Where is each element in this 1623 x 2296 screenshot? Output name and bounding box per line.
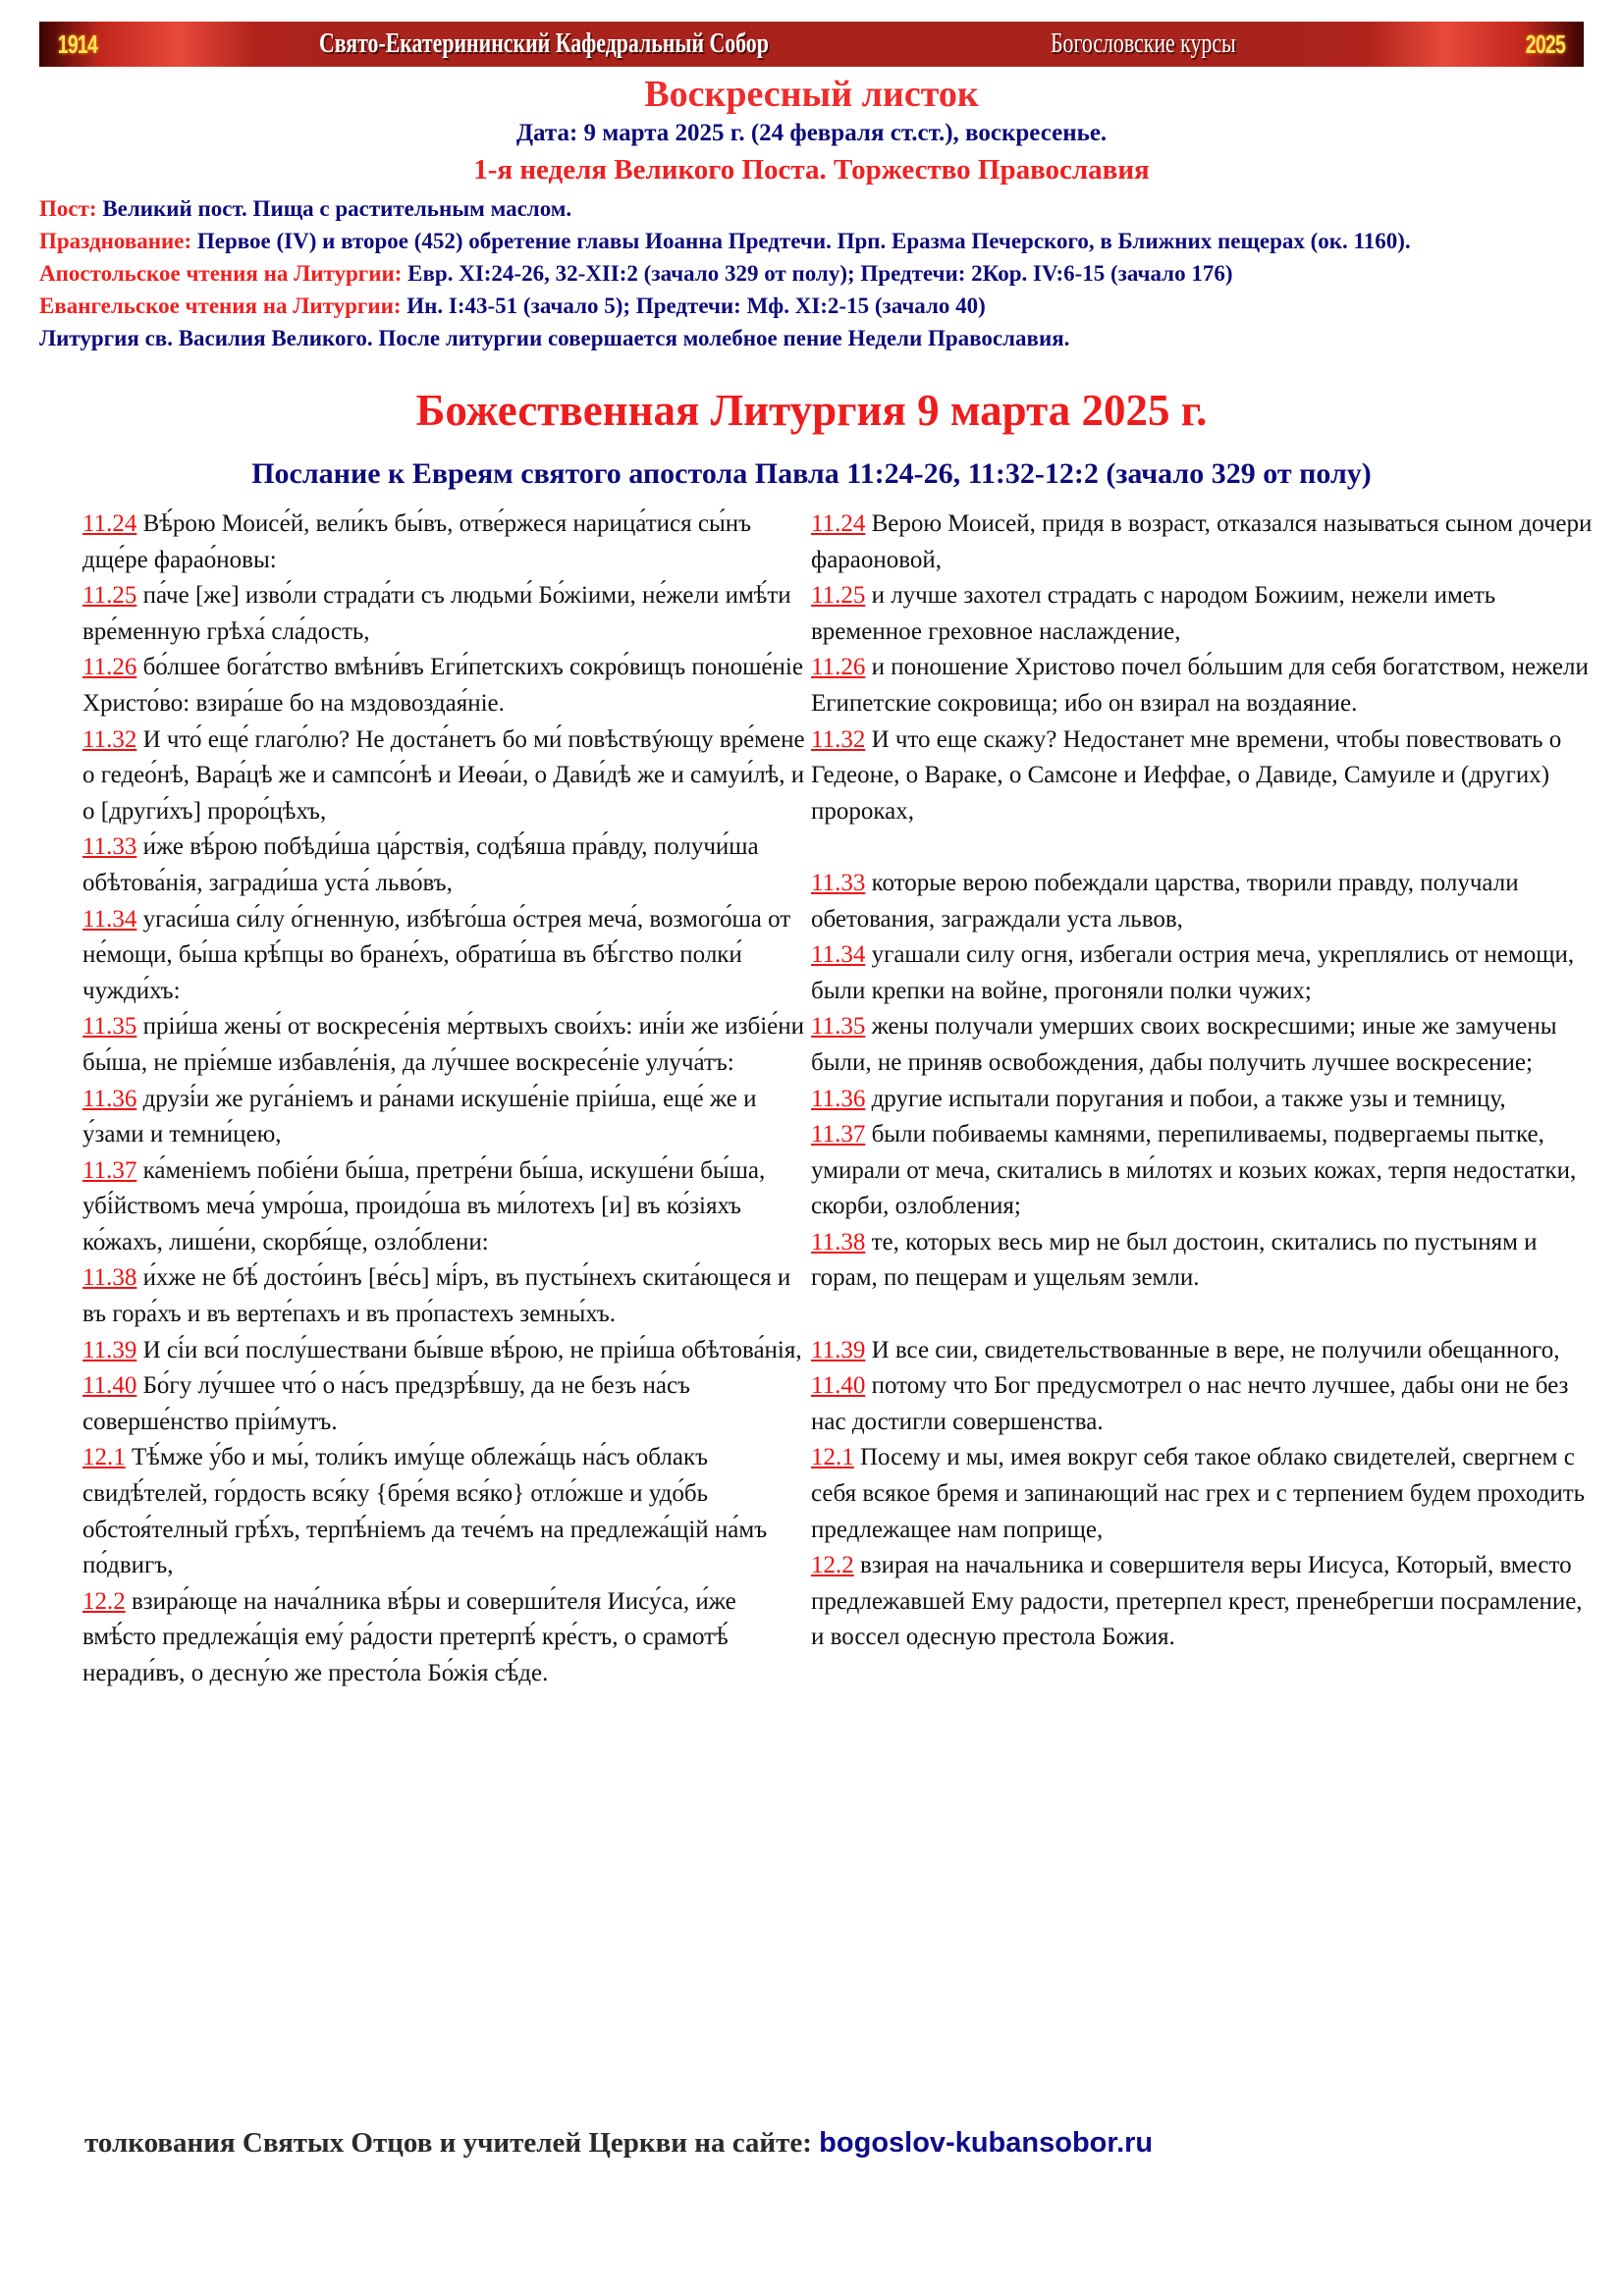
- cathedral-title: Свято-Екатерининский Кафедральный Собор: [319, 28, 769, 59]
- apostle-line: [39, 257, 1591, 290]
- verse-text: друзі́и же руга́ніемъ и ра́нами искуше́ніе пріи́ша, еще́ же и у́зами и темни́цею,: [82, 1085, 757, 1148]
- page-title: Воскресный листок: [644, 74, 979, 115]
- verse-ref-link[interactable]: 12.1: [811, 1444, 854, 1471]
- verse-text: Посему и мы, имея вокруг себя такое облако свидетелей, свергнем с себя всякое бремя и запинающий нас грех и с терпением будем проходить предлежащее нам поприще,: [811, 1444, 1586, 1543]
- verse: [82, 1584, 809, 1692]
- verse: [811, 1009, 1596, 1081]
- verse: [82, 1260, 809, 1332]
- verse-ref-link[interactable]: 11.26: [811, 654, 866, 681]
- verse-ref-link[interactable]: 11.33: [82, 833, 137, 861]
- week-title: 1-я неделя Великого Поста. Торжество Православия: [473, 154, 1150, 186]
- verse-text: были побиваемы камнями, перепиливаемы, подвергаемы пытке, умирали от меча, скитались в ми́лотях и козьих кожах, терпя недостатки, скорби, озлобления;: [811, 1121, 1577, 1220]
- verse-text: па́че [же] изво́ли страда́ти съ людьми́ Бо́жіими, не́жели имѣ́ти вре́менную грѣха́ сла́дость,: [82, 582, 791, 645]
- gospel-line: [39, 290, 1591, 322]
- verse: [811, 866, 1596, 937]
- spacer: [811, 1297, 1596, 1333]
- courses-title: Богословские курсы: [1051, 28, 1236, 59]
- verse-ref-link[interactable]: 11.25: [811, 582, 866, 610]
- liturgy-note: Литургия св. Василия Великого. После литургии совершается молебное пение Недели Православия.: [39, 326, 1070, 350]
- verse-text: Верою Моисей, придя в возраст, отказался называться сыном дочери фараоновой,: [811, 510, 1593, 573]
- verse-ref-link[interactable]: 11.25: [82, 582, 137, 610]
- verse-text: и́хже не бѣ́ досто́инъ [ве́сь] мі́ръ, въ пусты́нехъ скита́ющеся и въ гора́хъ и въ верте́пахъ и въ про́пастехъ земны́хъ.: [82, 1264, 791, 1328]
- verse: [811, 1548, 1596, 1656]
- apostle-label: Апостольское чтения на Литургии:: [39, 261, 403, 286]
- verse-ref-link[interactable]: 11.38: [811, 1228, 866, 1255]
- feast-label: Празднование:: [39, 229, 192, 253]
- year-left: 1914: [57, 28, 98, 59]
- verse-text: потому что Бог предусмотрел о нас нечто лучшее, дабы они не без нас достигли совершенства.: [811, 1372, 1569, 1435]
- verse: [82, 650, 809, 721]
- verse-text: которые верою побеждали царства, творили правду, получали обетования, заграждали уста львов,: [811, 869, 1519, 933]
- verse-text: другие испытали поругания и побои, а также узы и темницу,: [871, 1085, 1506, 1112]
- liturgy-title: Божественная Литургия 9 марта 2025 г.: [415, 386, 1208, 435]
- verse-ref-link[interactable]: 11.39: [811, 1336, 866, 1363]
- verse: [82, 578, 809, 650]
- verse: [811, 1117, 1596, 1225]
- verse-ref-link[interactable]: 11.39: [82, 1336, 137, 1363]
- verse: [811, 1440, 1596, 1548]
- feast-text: Первое (IV) и второе (452) обретение главы Иоанна Предтечи. Прп. Еразма Печерского, в Ближних пещерах (ок. 1160).: [196, 229, 1411, 253]
- verse: [811, 1082, 1596, 1118]
- fast-label: Пост:: [39, 196, 97, 221]
- year-right: 2025: [1525, 28, 1566, 59]
- verse-text: И все сии, свидетельствованные в вере, не получили обещанного,: [871, 1336, 1560, 1363]
- verse-text: те, которых весь мир не был достоин, скитались по пустыням и горам, по пещерам и ущельям земли.: [811, 1228, 1538, 1292]
- verse-ref-link[interactable]: 11.26: [82, 654, 137, 681]
- verse: [82, 1082, 809, 1153]
- verse-ref-link[interactable]: 12.2: [811, 1552, 854, 1579]
- russian-column: [811, 507, 1596, 1656]
- verse-text: ка́меніемъ побіе́ни бы́ша, претре́ни бы́ша, искуше́ни бы́ша, убі́йствомъ меча́ умро́ша, проидо́ша въ ми́лотехъ [и] въ ко́зіяхъ ко́жахъ, лише́ни, скорбя́ще, озло́блени:: [82, 1156, 766, 1255]
- verse-text: взирая на начальника и совершителя веры Иисуса, Который, вместо предлежавшей Ему радости, претерпел крест, пренебрегши посрамление, и воссел одесную престола Божия.: [811, 1552, 1583, 1651]
- fast-line: [39, 192, 1591, 225]
- verse-text: и лучше захотел страдать с народом Божиим, нежели иметь временное греховное наслаждение,: [811, 582, 1496, 645]
- gospel-label: Евангельское чтения на Литургии:: [39, 294, 402, 318]
- verse-ref-link[interactable]: 11.35: [82, 1013, 137, 1041]
- gospel-text: Ин. I:43-51 (зачало 5); Предтечи: Мф. XI:2-15 (зачало 40): [406, 294, 986, 318]
- website-link[interactable]: bogoslov-kubansobor.ru: [819, 2127, 1154, 2159]
- verse-text: взира́юще на нача́лника вѣ́ры и соверши́теля Иису́са, и́же вмѣ́сто предлежа́щія ему́ ра́дости претерпѣ́ кре́стъ, о срамотѣ́ неради́въ, о десну́ю же престо́ла Бо́жія сѣ́де.: [82, 1587, 736, 1686]
- verse: [82, 1440, 809, 1583]
- verse: [82, 1009, 809, 1081]
- verse: [82, 722, 809, 830]
- verse: [82, 1368, 809, 1440]
- verse-ref-link[interactable]: 11.32: [811, 725, 866, 753]
- epistle-title: Послание к Евреям святого апостола Павла 11:24-26, 11:32-12:2 (зачало 329 от полу): [251, 457, 1372, 490]
- verse: [811, 650, 1596, 721]
- verse-ref-link[interactable]: 11.34: [82, 905, 137, 933]
- verse-text: пріи́ша жены́ от воскресе́нія ме́ртвыхъ свои́хъ: ині́и же избіе́ни бы́ша, не пріе́мше избавле́нія, да лу́чшее воскресе́ніе улуча́тъ:: [82, 1013, 804, 1076]
- footer: [84, 2127, 1153, 2160]
- header-banner: [39, 22, 1584, 67]
- verse: [811, 507, 1596, 578]
- verse: [811, 578, 1596, 650]
- footer-text: толкования Святых Отцов и учителей Церкви на сайте:: [84, 2127, 820, 2159]
- verse: [811, 1368, 1596, 1440]
- fast-text: Великий пост. Пища с растительным маслом.: [102, 196, 572, 221]
- slavonic-column: [82, 507, 809, 1692]
- verse: [82, 902, 809, 1010]
- verse: [811, 1225, 1596, 1297]
- verse-ref-link[interactable]: 11.40: [811, 1372, 866, 1400]
- verse: [811, 937, 1596, 1009]
- verse: [811, 1333, 1596, 1369]
- verse-text: бо́лшее бога́тство вмѣни́въ Еги́петскихъ сокро́вищъ поноше́ніе Христо́во: взира́ше бо на мздовоздая́ніе.: [82, 654, 803, 717]
- verse-text: угашали силу огня, избегали острия меча, укреплялись от немощи, были крепки на войне, прогоняли полки чужих;: [811, 941, 1575, 1004]
- verse-ref-link[interactable]: 11.36: [82, 1085, 137, 1112]
- verse-ref-link[interactable]: 11.34: [811, 941, 866, 969]
- verse-text: И сі́и вси́ послу́шествани бы́вше вѣ́рою, не пріи́ша обѣтова́нія,: [142, 1336, 802, 1363]
- verse-text: Тѣ́мже у́бо и мы́, толи́къ иму́ще облежа́щь на́съ облакъ свидѣ́телей, го́рдость вся́ку {бре́мя вся́ко} отло́жше и удо́бь обстоя́телный грѣ́хъ, терпѣ́ніемъ да тече́мъ на предлежа́щій на́мъ по́двигъ,: [82, 1444, 768, 1579]
- verse-text: угаси́ша си́лу о́гненную, избѣго́ша о́стрея меча́, возмого́ша от не́мощи, бы́ша крѣ́пцы во бране́хъ, обрати́ша въ бѣ́гство полки́ чужди́хъ:: [82, 905, 791, 1004]
- info-block: [39, 192, 1591, 354]
- verse-ref-link[interactable]: 11.32: [82, 725, 137, 753]
- verse-text: жены получали умерших своих воскресшими; иные же замучены были, не приняв освобождения, дабы получить лучшее воскресение;: [811, 1013, 1557, 1076]
- verse-ref-link[interactable]: 11.37: [82, 1156, 137, 1184]
- verse-ref-link[interactable]: 12.1: [82, 1444, 126, 1471]
- verse: [82, 1153, 809, 1261]
- feast-line: [39, 225, 1591, 257]
- verse-ref-link[interactable]: 11.24: [82, 510, 137, 537]
- verse-ref-link[interactable]: 11.38: [82, 1264, 137, 1292]
- verse-ref-link[interactable]: 11.24: [811, 510, 866, 537]
- date-line: Дата: 9 марта 2025 г. (24 февраля ст.ст.), воскресенье.: [515, 120, 1108, 146]
- verse-text: И что еще скажу? Недостанет мне времени, чтобы повествовать о Гедеоне, о Вараке, о Самсоне и Иеффае, о Давиде, Самуиле и (других) пророках,: [811, 725, 1562, 825]
- verse-text: И что́ еще́ глаго́лю? Не доста́нетъ бо ми́ повѣствýющу вре́мене о гедео́нѣ, Вара́цѣ же и сампсо́нѣ и Иеѳа́и, о Дави́дѣ же и самуи́лѣ, и о [други́хъ] проро́цѣхъ,: [82, 725, 805, 825]
- verse-ref-link[interactable]: 11.35: [811, 1013, 866, 1041]
- verse-text: Вѣ́рою Моисе́й, вели́къ бы́въ, отве́ржеся нарица́тися сы́нъ дще́ре фарао́новы:: [82, 510, 752, 573]
- verse-ref-link[interactable]: 11.40: [82, 1372, 137, 1400]
- verse: [811, 722, 1596, 830]
- spacer: [811, 829, 1596, 866]
- apostle-text: Евр. XI:24-26, 32-XII:2 (зачало 329 от полу); Предтечи: 2Кор. IV:6-15 (зачало 176): [407, 261, 1233, 286]
- verse-ref-link[interactable]: 11.36: [811, 1085, 866, 1112]
- verse-ref-link[interactable]: 11.37: [811, 1121, 866, 1148]
- verse-ref-link[interactable]: 11.33: [811, 869, 866, 896]
- verse-ref-link[interactable]: 12.2: [82, 1587, 126, 1615]
- verse-text: и поношение Христово почел бо́льшим для себя богатством, нежели Египетские сокровища; ибо он взирал на воздаяние.: [811, 654, 1589, 717]
- verse-text: и́же вѣ́рою побѣди́ша ца́рствія, содѣ́яша пра́вду, получи́ша обѣтова́нія, загради́ша уста́ льво́въ,: [82, 833, 759, 896]
- verse-text: Бо́гу лу́чшее что́ о на́съ предзрѣ́вшу, да не безъ на́съ соверше́нство пріи́мутъ.: [82, 1372, 690, 1435]
- verse: [82, 1333, 809, 1369]
- verse: [82, 507, 809, 578]
- verse: [82, 829, 809, 901]
